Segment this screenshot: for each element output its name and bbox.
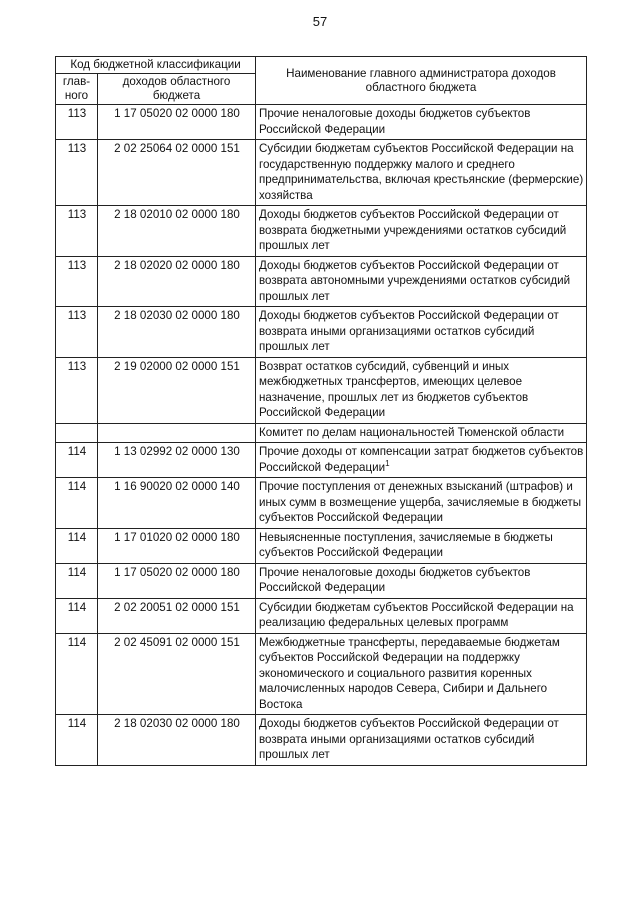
- table-row: [56, 256, 587, 307]
- income-name-cell: [256, 256, 587, 307]
- table-row: [56, 206, 587, 257]
- admin-code-cell: 114: [56, 443, 98, 478]
- income-name-text: Прочие поступления от денежных взысканий (штрафов) и иных сумм в возмещение ущерба, зачисляемые в бюджеты субъектов Российской Федерации: [259, 480, 582, 524]
- income-code-cell: 2 18 02030 02 0000 180: [98, 307, 256, 358]
- section-heading-cell: [256, 423, 587, 443]
- admin-code-cell: 113: [56, 140, 98, 206]
- income-name-cell: [256, 105, 587, 140]
- header-income-code: доходов областного бюджета: [98, 74, 256, 105]
- income-name-text: Доходы бюджетов субъектов Российской Федерации от возврата бюджетными учреждениями остатков субсидий прошлых лет: [259, 208, 567, 252]
- budget-classification-table: [55, 56, 587, 766]
- income-name-cell: [256, 140, 587, 206]
- table-row: [56, 357, 587, 423]
- income-name-text: Доходы бюджетов субъектов Российской Федерации от возврата автономными учреждениями остатков субсидий прошлых лет: [259, 258, 571, 303]
- income-code-cell: 1 17 05020 02 0000 180: [98, 563, 256, 598]
- income-name-cell: [256, 206, 587, 257]
- income-name-text: Возврат остатков субсидий, субвенций и иных межбюджетных трансфертов, имеющих целевое назначение, прошлых лет из бюджетов субъектов Российской Федерации: [259, 359, 529, 419]
- income-name-cell: [256, 307, 587, 358]
- table-row: [56, 423, 587, 443]
- income-code-cell: 2 02 25064 02 0000 151: [98, 140, 256, 206]
- income-name-cell: [256, 633, 587, 715]
- income-code-cell: 1 17 05020 02 0000 180: [98, 105, 256, 140]
- income-name-text: Прочие доходы от компенсации затрат бюджетов субъектов Российской Федерации: [259, 445, 584, 474]
- income-name-cell: [256, 478, 587, 529]
- income-name-cell: [256, 715, 587, 766]
- table-row: [56, 598, 587, 633]
- admin-code-cell: 114: [56, 598, 98, 633]
- table-header: [56, 57, 587, 105]
- table-row: [56, 443, 587, 478]
- admin-code-cell: 114: [56, 528, 98, 563]
- income-code-cell: 1 13 02992 02 0000 130: [98, 443, 256, 478]
- admin-code-cell: 114: [56, 563, 98, 598]
- income-name-text: Доходы бюджетов субъектов Российской Федерации от возврата иными организациями остатков субсидий прошлых лет: [259, 309, 559, 353]
- income-name-cell: [256, 357, 587, 423]
- table-row: [56, 307, 587, 358]
- admin-code-cell: 113: [56, 307, 98, 358]
- income-name-cell: [256, 598, 587, 633]
- admin-code-cell: 113: [56, 105, 98, 140]
- admin-code-cell: 113: [56, 256, 98, 307]
- income-name-text: Невыясненные поступления, зачисляемые в бюджеты субъектов Российской Федерации: [259, 530, 553, 559]
- admin-code-cell: [56, 423, 98, 443]
- header-main-admin: глав-ного: [56, 74, 98, 105]
- footnote-marker: 1: [385, 458, 390, 468]
- income-name-cell: [256, 528, 587, 563]
- income-code-cell: 2 18 02020 02 0000 180: [98, 256, 256, 307]
- income-code-cell: 1 17 01020 02 0000 180: [98, 528, 256, 563]
- income-name-text: Комитет по делам национальностей Тюменской области: [259, 425, 565, 439]
- income-code-cell: [98, 423, 256, 443]
- table-row: [56, 105, 587, 140]
- income-name-text: Межбюджетные трансферты, передаваемые бюджетам субъектов Российской Федерации на поддержку экономического и социального развития коренных малочисленных народов Севера, Сибири и Дальнего Востока: [259, 635, 560, 711]
- income-code-cell: 2 18 02030 02 0000 180: [98, 715, 256, 766]
- income-code-cell: 2 02 45091 02 0000 151: [98, 633, 256, 715]
- table-row: [56, 563, 587, 598]
- income-name-text: Субсидии бюджетам субъектов Российской Федерации на государственную поддержку малого и среднего предпринимательства, включая крестьянские (фермерские) хозяйства: [259, 142, 584, 202]
- income-name-text: Субсидии бюджетам субъектов Российской Федерации на реализацию федеральных целевых программ: [259, 600, 574, 629]
- income-code-cell: 2 18 02010 02 0000 180: [98, 206, 256, 257]
- income-name-cell: [256, 563, 587, 598]
- income-name-text: Прочие неналоговые доходы бюджетов субъектов Российской Федерации: [259, 107, 531, 136]
- admin-code-cell: 114: [56, 478, 98, 529]
- income-code-cell: 1 16 90020 02 0000 140: [98, 478, 256, 529]
- income-name-text: Прочие неналоговые доходы бюджетов субъектов Российской Федерации: [259, 565, 531, 594]
- admin-code-cell: 114: [56, 633, 98, 715]
- admin-code-cell: 113: [56, 357, 98, 423]
- table-row: [56, 478, 587, 529]
- table-row: [56, 140, 587, 206]
- page-number: 57: [312, 14, 328, 29]
- table-body: [56, 105, 587, 766]
- income-code-cell: 2 19 02000 02 0000 151: [98, 357, 256, 423]
- income-name-text: Доходы бюджетов субъектов Российской Федерации от возврата иными организациями остатков субсидий прошлых лет: [259, 717, 559, 761]
- table-row: [56, 715, 587, 766]
- header-classification: Код бюджетной классификации: [56, 57, 256, 74]
- income-code-cell: 2 02 20051 02 0000 151: [98, 598, 256, 633]
- header-administrator-name: Наименование главного администратора доходов областного бюджета: [256, 57, 587, 105]
- table-row: [56, 528, 587, 563]
- admin-code-cell: 113: [56, 206, 98, 257]
- income-name-cell: [256, 443, 587, 478]
- admin-code-cell: 114: [56, 715, 98, 766]
- table-row: [56, 633, 587, 715]
